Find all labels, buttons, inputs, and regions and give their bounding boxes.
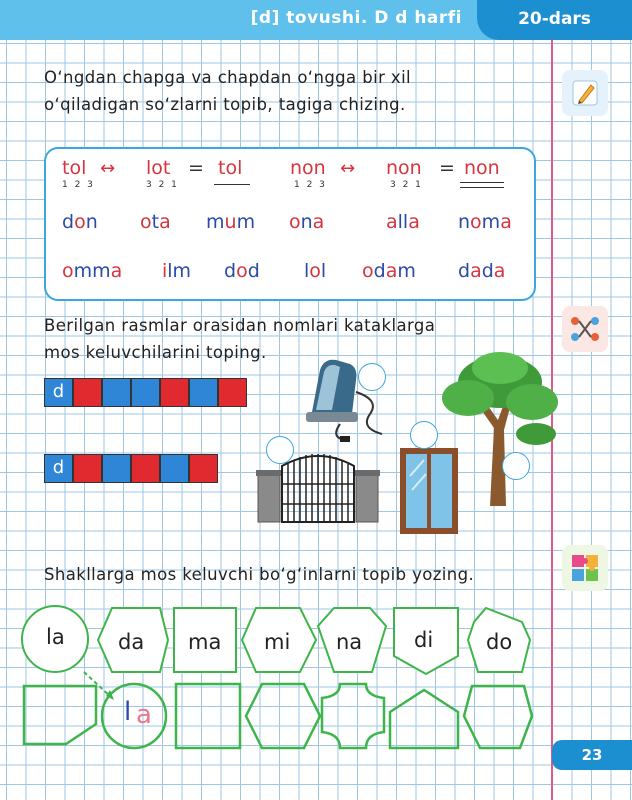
example-index-4: 1 2 3 bbox=[294, 180, 327, 190]
syllable-na: na bbox=[336, 630, 363, 654]
syllable-da: da bbox=[118, 630, 145, 654]
vowel-cell bbox=[131, 454, 160, 483]
pencil-icon bbox=[562, 70, 608, 116]
task3-instruction: Shakllarga mos keluvchi bo‘g‘inlarni topib yozing. bbox=[44, 565, 475, 584]
task1-instruction bbox=[44, 64, 411, 118]
answer-shape-2 bbox=[102, 684, 166, 748]
example-word-3: tol bbox=[218, 157, 243, 179]
task1-word-panel bbox=[44, 147, 536, 301]
syllable-la: la bbox=[46, 625, 65, 649]
swap-arrow-icon: ↔ bbox=[340, 158, 356, 179]
answer-circle-iron[interactable] bbox=[358, 363, 386, 391]
word-alla[interactable]: alla bbox=[386, 211, 420, 233]
task1-line1: O‘ngdan chapga va chapdan o‘ngga bir xil bbox=[44, 68, 412, 87]
example-index-2: 3 2 1 bbox=[146, 180, 179, 190]
word-lol[interactable]: lol bbox=[304, 260, 327, 282]
consonant-cell bbox=[102, 454, 131, 483]
answer-letter-second: a bbox=[136, 700, 152, 730]
equals-sign: = bbox=[439, 157, 455, 179]
syllable-ma: ma bbox=[188, 630, 222, 654]
iron-picture[interactable] bbox=[300, 352, 400, 447]
underline-single bbox=[214, 184, 250, 185]
answer-circle-window[interactable] bbox=[410, 421, 438, 449]
word-ona[interactable]: ona bbox=[289, 211, 325, 233]
word-dod[interactable]: dod bbox=[224, 260, 260, 282]
word-dada[interactable]: dada bbox=[458, 260, 506, 282]
answer-circle-gate[interactable] bbox=[266, 436, 294, 464]
consonant-cell bbox=[102, 378, 131, 407]
puzzle-icon bbox=[562, 545, 608, 591]
equals-sign: = bbox=[188, 157, 204, 179]
word-noma[interactable]: noma bbox=[458, 211, 512, 233]
header-bar bbox=[0, 0, 632, 40]
answer-shape-4 bbox=[246, 684, 320, 748]
example-word-1: tol bbox=[62, 157, 87, 179]
vowel-cell bbox=[73, 378, 102, 407]
task2-line2: mos keluvchilarini toping. bbox=[44, 343, 267, 362]
matching-icon bbox=[562, 306, 608, 352]
page-title: [d] tovushi. D d harfi bbox=[250, 8, 462, 28]
consonant-cell bbox=[189, 378, 218, 407]
example-word-6: non bbox=[464, 157, 500, 179]
example-word-2: lot bbox=[146, 157, 171, 179]
example-word-4: non bbox=[290, 157, 326, 179]
answer-shape-5 bbox=[322, 684, 384, 748]
task1-line2: o‘qiladigan so‘zlarni topib, tagiga chizing. bbox=[44, 95, 406, 114]
syllable-do: do bbox=[486, 630, 513, 654]
example-word-5: non bbox=[386, 157, 422, 179]
answer-shape-6 bbox=[390, 690, 458, 748]
answer-shape-3 bbox=[176, 684, 240, 748]
word-scheme-1 bbox=[44, 378, 247, 407]
page-number: 23 bbox=[552, 740, 632, 770]
swap-arrow-icon: ↔ bbox=[100, 158, 116, 179]
answer-circle-tree[interactable] bbox=[502, 452, 530, 480]
word-ilm[interactable]: ilm bbox=[162, 260, 192, 282]
consonant-cell bbox=[160, 454, 189, 483]
answer-letter-first: l bbox=[124, 697, 132, 727]
word-ota[interactable]: ota bbox=[140, 211, 171, 233]
example-index-1: 1 2 3 bbox=[62, 180, 95, 190]
lesson-badge: 20-dars bbox=[477, 0, 632, 40]
vowel-cell bbox=[189, 454, 218, 483]
example-index-5: 3 2 1 bbox=[390, 180, 423, 190]
answer-shape-7 bbox=[464, 686, 532, 748]
scheme-letter: d bbox=[44, 378, 73, 407]
tree-picture[interactable] bbox=[440, 348, 560, 508]
syllable-di: di bbox=[414, 628, 434, 652]
task2-line1: Berilgan rasmlar orasidan nomlari kataklarga bbox=[44, 316, 436, 335]
vowel-cell bbox=[160, 378, 189, 407]
syllable-mi: mi bbox=[264, 630, 291, 654]
vowel-cell bbox=[73, 454, 102, 483]
underline-double-top bbox=[460, 182, 504, 183]
vowel-cell bbox=[218, 378, 247, 407]
scheme-letter: d bbox=[44, 454, 73, 483]
word-omma[interactable]: omma bbox=[62, 260, 123, 282]
word-mum[interactable]: mum bbox=[206, 211, 256, 233]
word-scheme-2 bbox=[44, 454, 218, 483]
word-don[interactable]: don bbox=[62, 211, 98, 233]
word-odam[interactable]: odam bbox=[362, 260, 416, 282]
answer-shape-1 bbox=[24, 686, 96, 744]
answer-shapes-row bbox=[0, 650, 552, 754]
consonant-cell bbox=[131, 378, 160, 407]
underline-double-bottom bbox=[460, 187, 504, 188]
